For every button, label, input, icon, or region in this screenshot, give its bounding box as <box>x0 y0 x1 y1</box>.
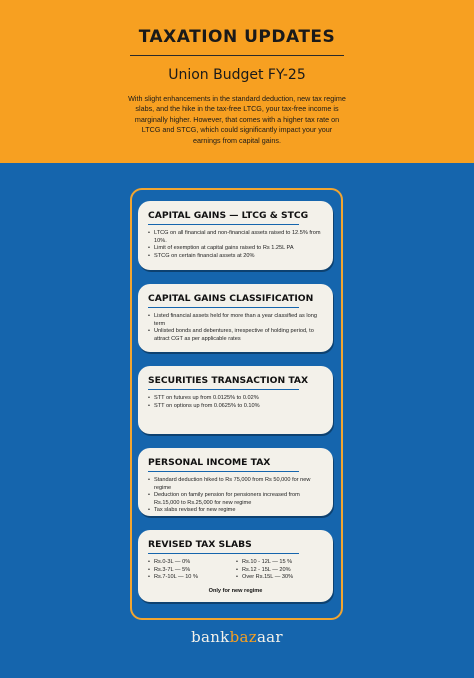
bullet-list <box>148 477 323 515</box>
list-item: • LTCG on all financial and non-financial assets raised to 12.5% from 10%. <box>148 230 323 245</box>
slab-list-left <box>148 559 226 582</box>
card-capital-gains-classification <box>138 284 333 352</box>
slab-item: • Over Rs.15L — 30% <box>236 574 314 582</box>
slab-note: Only for new regime <box>208 587 263 594</box>
slab-item: • Rs.12 - 15L — 20% <box>236 567 314 575</box>
card-divider <box>148 389 299 390</box>
slab-item: • Rs.0-3L — 0% <box>148 559 226 567</box>
card-revised-tax-slabs <box>138 530 333 602</box>
bullet-list <box>148 395 323 410</box>
bullet-list <box>148 313 323 343</box>
list-item: • STT on futures up from 0.0125% to 0.02% <box>148 395 323 403</box>
slab-item: • Rs.7-10L — 10 % <box>148 574 226 582</box>
card-title: CAPITAL GAINS CLASSIFICATION <box>148 293 314 304</box>
card-securities-transaction-tax <box>138 366 333 434</box>
bankbazaar-logo <box>0 628 474 646</box>
list-item: • Unlisted bonds and debentures, irrespective of holding period, to attract CGT as per applicable rates <box>148 328 323 343</box>
card-title: PERSONAL INCOME TAX <box>148 457 271 468</box>
card-divider <box>148 553 299 554</box>
card-divider <box>148 307 299 308</box>
card-divider <box>148 471 299 472</box>
card-capital-gains <box>138 201 333 270</box>
list-item: • STCG on certain financial assets at 20% <box>148 253 323 261</box>
logo-text-accent: baz <box>229 628 257 646</box>
slab-list-right <box>236 559 314 582</box>
logo-text-part2: aar <box>256 628 283 646</box>
title-divider <box>130 55 344 56</box>
slab-columns <box>148 559 323 582</box>
list-item: • Tax slabs revised for new regime <box>148 507 323 515</box>
list-item: • Listed financial assets held for more than a year classified as long term <box>148 313 323 328</box>
card-personal-income-tax <box>138 448 333 516</box>
card-title: REVISED TAX SLABS <box>148 539 252 550</box>
list-item: • STT on options up from 0.0625% to 0.10% <box>148 403 323 411</box>
list-item: • Deduction on family pension for pensioners increased from Rs.15,000 to Rs.25,000 for new regime <box>148 492 323 507</box>
logo-text-part1: bank <box>191 628 230 646</box>
intro-paragraph: With slight enhancements in the standard deduction, new tax regime slabs, and the hike in the tax-free LTCG, your tax-free income is marginally higher. However, that comes with a higher tax rate on LTCG and STCG, which could significantly impact your your earnings from capital gains. <box>128 94 346 145</box>
card-title: SECURITIES TRANSACTION TAX <box>148 375 309 386</box>
card-divider <box>148 224 299 225</box>
bullet-list <box>148 230 323 260</box>
page-title: TAXATION UPDATES <box>138 27 336 47</box>
card-title: CAPITAL GAINS — LTCG & STCG <box>148 210 309 221</box>
slab-item: • Rs.3-7L — 5% <box>148 567 226 575</box>
list-item: • Limit of exemption at capital gains raised to Rs 1.25L PA <box>148 245 323 253</box>
header-banner <box>0 0 474 163</box>
page-subtitle: Union Budget FY-25 <box>168 67 306 83</box>
slab-item: • Rs.10 - 12L — 15 % <box>236 559 314 567</box>
list-item: • Standard deduction hiked to Rs 75,000 from Rs 50,000 for new regime <box>148 477 323 492</box>
